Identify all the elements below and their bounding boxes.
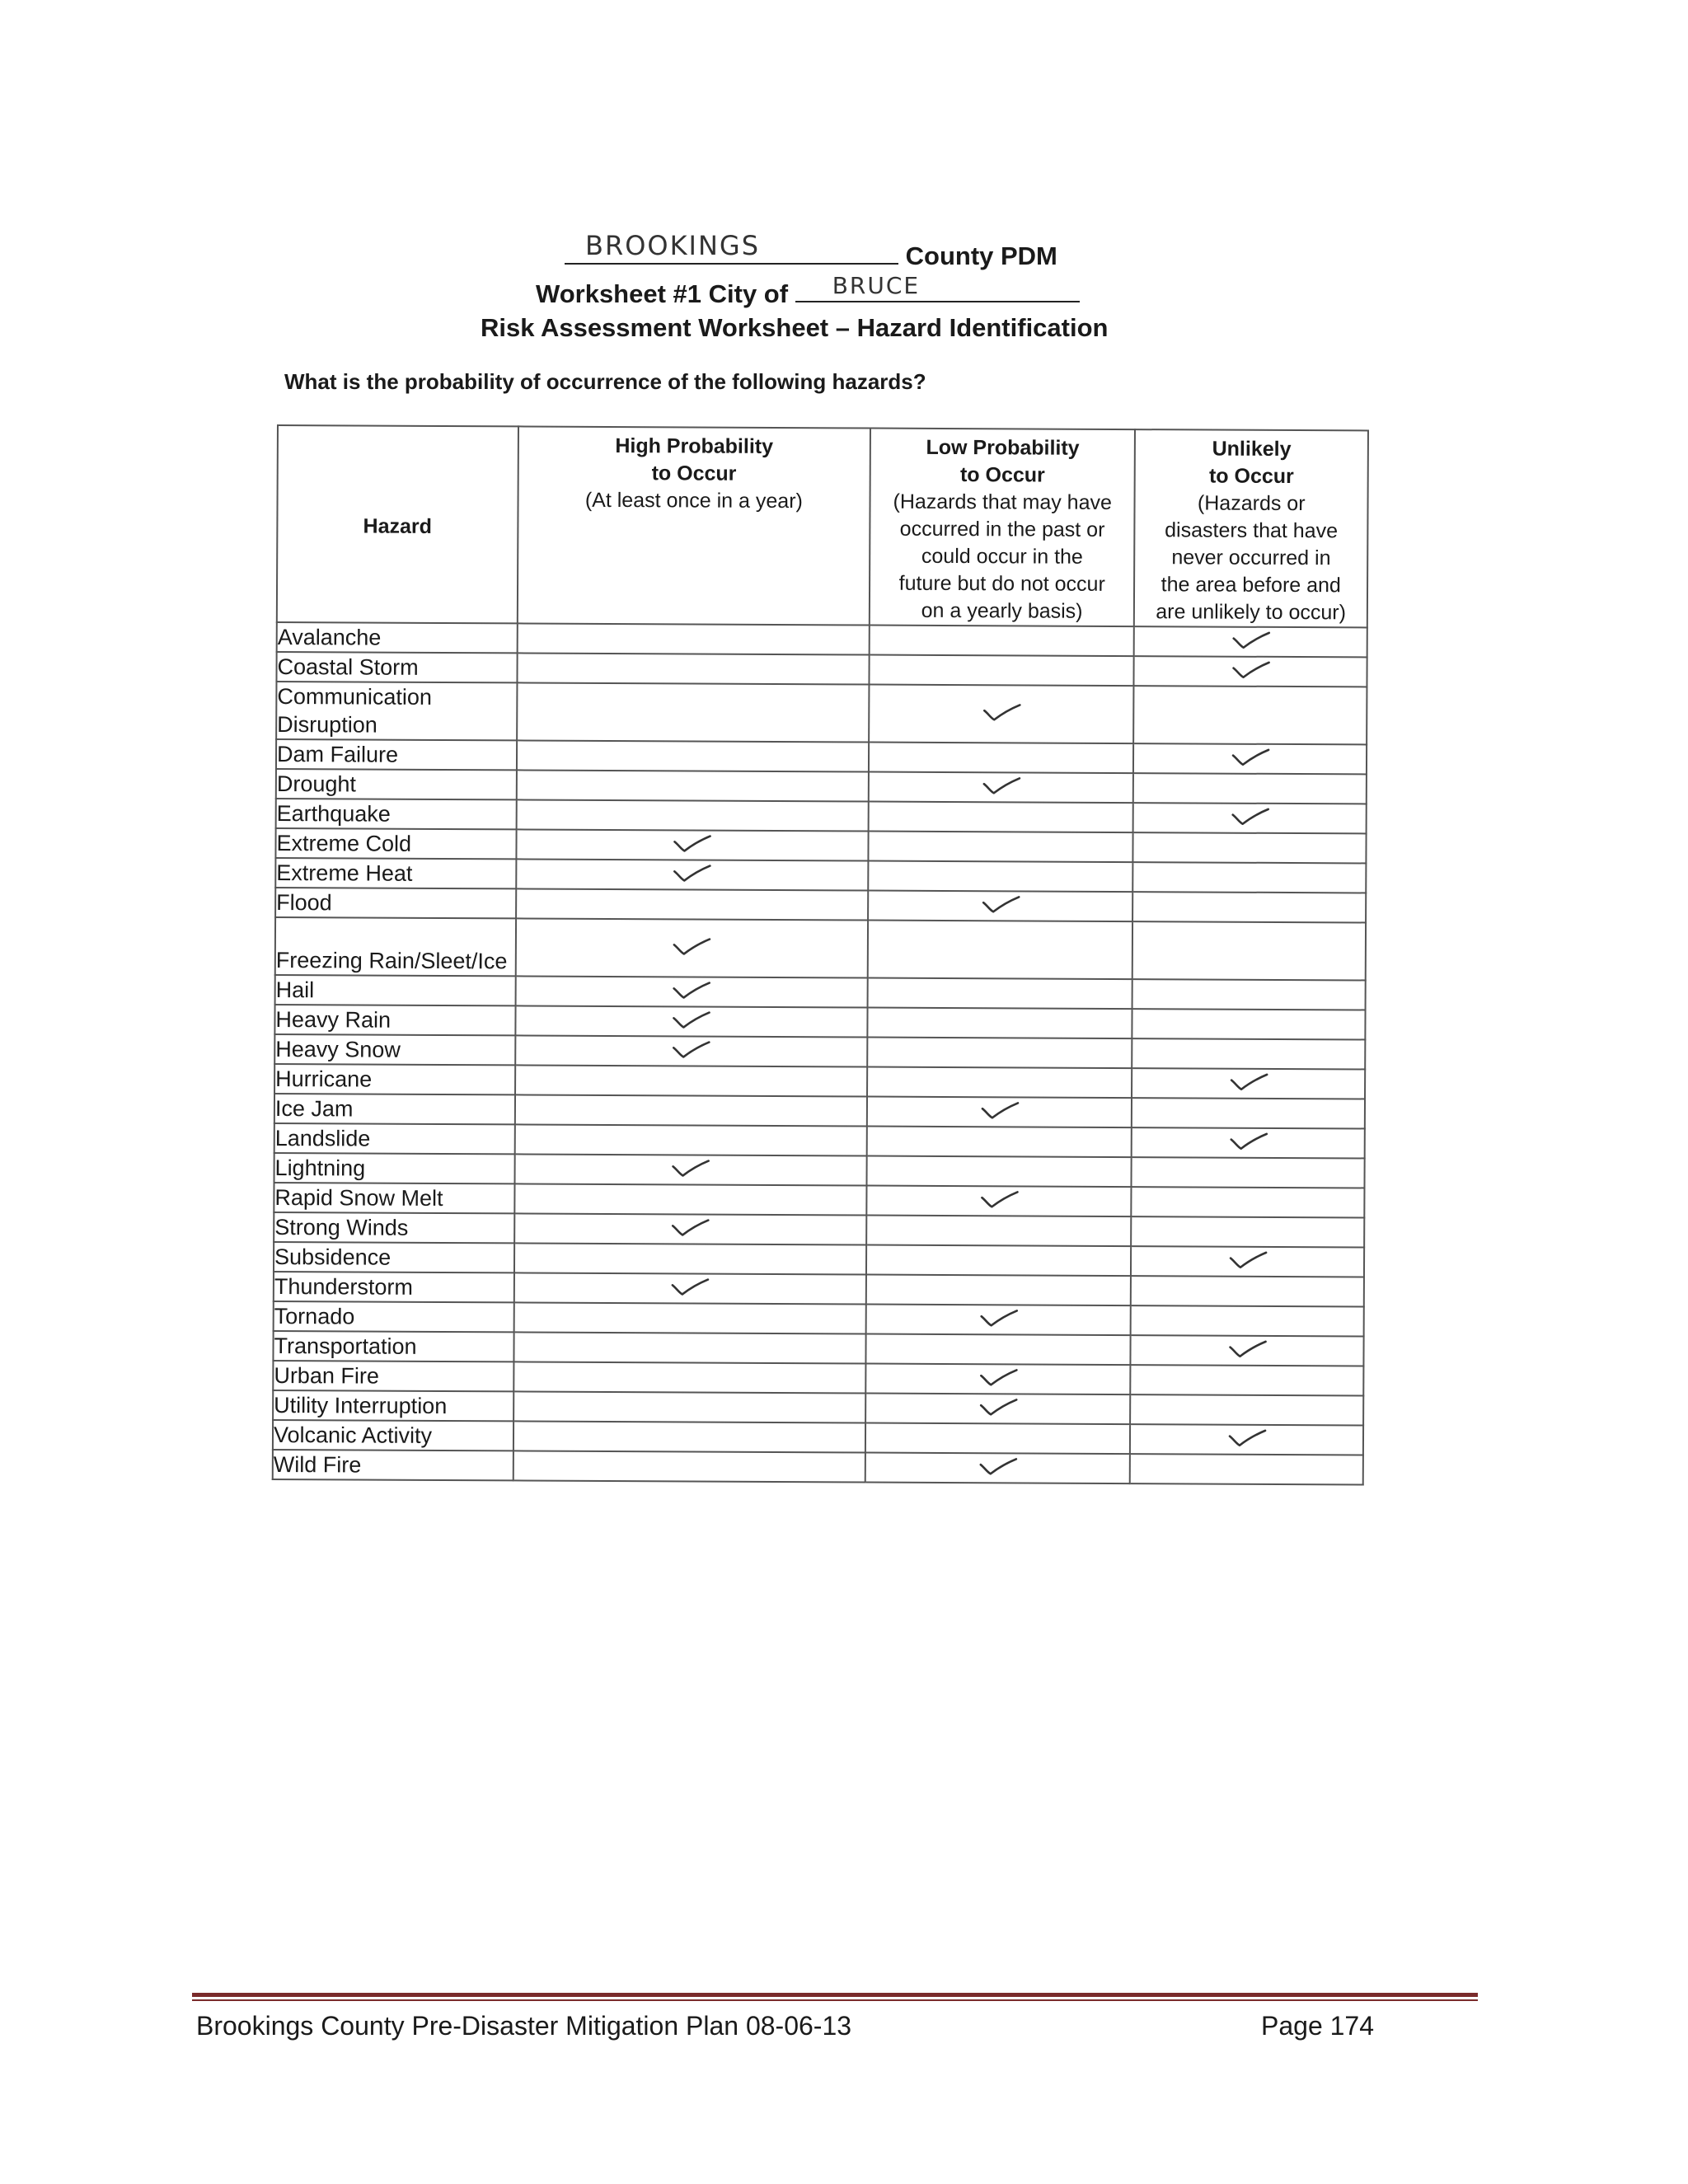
checkmark-icon bbox=[1231, 659, 1270, 677]
rating-cell-high bbox=[513, 1332, 865, 1363]
column-header-low-line: could occur in the bbox=[921, 544, 1083, 569]
rating-cell-high bbox=[517, 740, 869, 771]
rating-cell-low bbox=[867, 1008, 1132, 1039]
rating-cell-unlikely bbox=[1131, 1335, 1364, 1366]
rating-cell-high bbox=[517, 653, 869, 684]
column-header-low-line: on a yearly basis) bbox=[921, 598, 1083, 623]
rating-cell-high bbox=[516, 829, 868, 860]
column-header-low-line: occurred in the past or bbox=[899, 517, 1105, 541]
checkmark-icon bbox=[982, 776, 1021, 794]
worksheet-prefix: Worksheet #1 City of bbox=[536, 279, 789, 308]
rating-cell-high bbox=[515, 1065, 867, 1096]
hazard-name: Volcanic Activity bbox=[273, 1420, 513, 1451]
rating-cell-unlikely bbox=[1134, 686, 1367, 744]
rating-cell-unlikely bbox=[1134, 626, 1367, 657]
rating-cell-unlikely bbox=[1132, 921, 1366, 980]
column-header-unlikely-line: to Occur bbox=[1208, 464, 1294, 489]
column-header-low-line: (Hazards that may have bbox=[893, 490, 1113, 514]
rating-cell-low bbox=[867, 1038, 1132, 1069]
rating-cell-unlikely bbox=[1132, 1098, 1365, 1128]
hazard-rows bbox=[273, 622, 1367, 1484]
rating-cell-low bbox=[869, 685, 1134, 744]
checkmark-icon bbox=[982, 702, 1021, 720]
rating-cell-high bbox=[516, 859, 868, 890]
rating-cell-unlikely bbox=[1133, 803, 1367, 833]
column-header-hazard: Hazard bbox=[277, 425, 518, 623]
table-row bbox=[273, 1450, 1363, 1484]
rating-cell-unlikely bbox=[1132, 1127, 1365, 1158]
rating-cell-high bbox=[513, 1361, 865, 1393]
rating-cell-low bbox=[865, 1334, 1131, 1366]
column-header-unlikely-title: Unlikely bbox=[1212, 437, 1292, 462]
rating-cell-low bbox=[865, 1453, 1131, 1484]
rating-cell-low bbox=[866, 1275, 1132, 1306]
rating-cell-low bbox=[866, 1186, 1132, 1217]
checkmark-icon bbox=[673, 833, 712, 851]
checkmark-icon bbox=[978, 1397, 1018, 1415]
hazard-name: Drought bbox=[276, 769, 517, 799]
worksheet-subtitle: Risk Assessment Worksheet – Hazard Identification bbox=[481, 313, 1109, 342]
checkmark-icon bbox=[1227, 1427, 1267, 1446]
checkmark-icon bbox=[980, 1100, 1020, 1118]
rating-cell-high bbox=[515, 1005, 867, 1037]
checkmark-icon bbox=[978, 1456, 1017, 1474]
checkmark-icon bbox=[672, 936, 711, 954]
rating-cell-unlikely bbox=[1133, 892, 1367, 922]
rating-cell-unlikely bbox=[1131, 1365, 1364, 1395]
hazard-name: Rapid Snow Melt bbox=[274, 1183, 514, 1213]
checkmark-icon bbox=[1231, 630, 1270, 648]
checkmark-icon bbox=[1229, 1071, 1268, 1090]
rating-cell-unlikely bbox=[1133, 743, 1367, 774]
rating-cell-unlikely bbox=[1132, 1068, 1365, 1099]
column-header-low-line: to Occur bbox=[959, 463, 1045, 487]
rating-cell-low bbox=[867, 1097, 1132, 1128]
footer-page-number: Page 174 bbox=[1261, 2011, 1375, 2041]
checkmark-icon bbox=[981, 894, 1020, 912]
table-row bbox=[276, 682, 1367, 744]
rating-cell-low bbox=[867, 1127, 1132, 1158]
rating-cell-high bbox=[515, 1035, 867, 1066]
column-header-high-line: to Occur bbox=[651, 462, 737, 485]
column-header-low-line: future but do not occur bbox=[898, 571, 1105, 596]
checkmark-icon bbox=[1228, 1131, 1268, 1149]
rating-cell-low bbox=[868, 861, 1133, 893]
hazard-name: Extreme Cold bbox=[275, 828, 516, 859]
rating-cell-low bbox=[869, 772, 1134, 804]
rating-cell-unlikely bbox=[1133, 862, 1367, 893]
hazard-name: Heavy Rain bbox=[274, 1005, 515, 1035]
rating-cell-unlikely bbox=[1132, 1157, 1365, 1188]
table-row bbox=[275, 917, 1366, 980]
hazard-name: Strong Winds bbox=[274, 1212, 514, 1243]
rating-cell-unlikely bbox=[1133, 832, 1367, 863]
rating-cell-high bbox=[515, 918, 868, 977]
rating-cell-low bbox=[870, 626, 1135, 657]
hazard-name: Flood bbox=[275, 888, 516, 918]
checkmark-icon bbox=[978, 1367, 1018, 1385]
checkmark-icon bbox=[1228, 1249, 1268, 1268]
checkmark-icon bbox=[1230, 806, 1269, 824]
rating-cell-low bbox=[868, 832, 1133, 863]
rating-cell-low bbox=[868, 891, 1133, 922]
column-header-unlikely-line: are unlikely to occur) bbox=[1156, 600, 1347, 625]
rating-cell-high bbox=[516, 888, 868, 920]
footer-plan-title: Brookings County Pre-Disaster Mitigation Plan 08-06-13 bbox=[196, 2011, 852, 2041]
rating-cell-high bbox=[513, 1302, 865, 1333]
footer-rule-thin bbox=[192, 1999, 1478, 2001]
rating-cell-low bbox=[866, 1305, 1132, 1336]
rating-cell-low bbox=[868, 921, 1133, 980]
hazard-name: Dam Failure bbox=[276, 739, 517, 770]
hazard-name: Communication Disruption bbox=[276, 682, 517, 740]
checkmark-icon bbox=[670, 1277, 710, 1295]
rating-cell-low bbox=[867, 1067, 1132, 1099]
county-suffix: County PDM bbox=[905, 241, 1057, 270]
rating-cell-unlikely bbox=[1133, 773, 1367, 804]
checkmark-icon bbox=[671, 1217, 710, 1235]
checkmark-icon bbox=[979, 1189, 1019, 1207]
rating-cell-high bbox=[516, 770, 868, 801]
hazard-name: Hail bbox=[275, 975, 516, 1005]
checkmark-icon bbox=[978, 1308, 1018, 1326]
rating-cell-unlikely bbox=[1130, 1454, 1363, 1484]
hazard-name: Extreme Heat bbox=[275, 858, 516, 888]
city-blank bbox=[795, 272, 1080, 302]
checkmark-icon bbox=[1231, 747, 1270, 765]
rating-cell-high bbox=[517, 623, 869, 654]
table-header-row bbox=[277, 425, 1368, 627]
rating-cell-high bbox=[513, 1421, 865, 1452]
county-handwritten: BROOKINGS bbox=[585, 230, 761, 261]
column-header-high bbox=[518, 426, 870, 625]
rating-cell-unlikely bbox=[1131, 1246, 1364, 1277]
column-header-high-title: High Probability bbox=[615, 434, 774, 458]
question-text: What is the probability of occurrence of the following hazards? bbox=[284, 369, 926, 394]
column-header-unlikely-line: (Hazards or bbox=[1197, 491, 1306, 516]
rating-cell-high bbox=[516, 799, 868, 831]
rating-cell-unlikely bbox=[1132, 1187, 1365, 1217]
rating-cell-high bbox=[514, 1154, 866, 1185]
rating-cell-unlikely bbox=[1131, 1394, 1364, 1425]
hazard-name: Avalanche bbox=[277, 622, 518, 653]
hazard-name: Subsidence bbox=[274, 1242, 514, 1272]
rating-cell-low bbox=[869, 655, 1134, 687]
rating-cell-unlikely bbox=[1132, 1009, 1366, 1039]
column-header-low-title: Low Probability bbox=[926, 435, 1080, 460]
hazard-name: Ice Jam bbox=[274, 1094, 515, 1124]
column-header-unlikely-line: disasters that have bbox=[1165, 518, 1339, 543]
rating-cell-high bbox=[513, 1451, 865, 1482]
rating-cell-low bbox=[869, 743, 1134, 774]
rating-cell-high bbox=[513, 1391, 865, 1422]
rating-cell-high bbox=[514, 1124, 866, 1155]
rating-cell-high bbox=[514, 1213, 866, 1244]
column-header-low bbox=[870, 429, 1136, 627]
rating-cell-high bbox=[514, 1243, 866, 1274]
rating-cell-high bbox=[514, 1272, 866, 1304]
hazard-name: Heavy Snow bbox=[274, 1034, 515, 1065]
rating-cell-low bbox=[865, 1364, 1131, 1395]
rating-cell-low bbox=[865, 1394, 1131, 1425]
hazard-name: Hurricane bbox=[274, 1064, 515, 1094]
column-header-unlikely-line: never occurred in bbox=[1171, 546, 1331, 570]
rating-cell-unlikely bbox=[1131, 1305, 1364, 1336]
column-header-unlikely bbox=[1134, 429, 1368, 627]
rating-cell-unlikely bbox=[1131, 1276, 1364, 1306]
worksheet-line bbox=[536, 272, 1080, 309]
city-handwritten: BRUCE bbox=[832, 272, 921, 299]
hazard-name: Lightning bbox=[274, 1153, 515, 1183]
column-header-high-line: (At least once in a year) bbox=[584, 488, 803, 513]
checkmark-icon bbox=[672, 1039, 711, 1057]
hazard-name: Coastal Storm bbox=[276, 652, 517, 682]
rating-cell-high bbox=[515, 976, 867, 1007]
rating-cell-high bbox=[514, 1183, 866, 1215]
hazard-name: Thunderstorm bbox=[274, 1272, 514, 1302]
rating-cell-unlikely bbox=[1132, 979, 1366, 1010]
hazard-name: Urban Fire bbox=[273, 1361, 513, 1391]
checkmark-icon bbox=[672, 1010, 711, 1028]
hazard-name: Freezing Rain/Sleet/Ice bbox=[275, 917, 516, 976]
hazard-name: Landslide bbox=[274, 1123, 515, 1154]
county-blank bbox=[565, 230, 898, 265]
rating-cell-low bbox=[867, 978, 1132, 1010]
rating-cell-unlikely bbox=[1132, 1038, 1366, 1069]
rating-cell-low bbox=[866, 1245, 1132, 1277]
rating-cell-unlikely bbox=[1132, 1216, 1365, 1247]
column-header-unlikely-line: the area before and bbox=[1160, 573, 1341, 598]
hazard-name: Wild Fire bbox=[273, 1450, 513, 1480]
county-line bbox=[565, 230, 1057, 271]
hazard-name: Tornado bbox=[274, 1301, 514, 1332]
hazard-name: Utility Interruption bbox=[273, 1390, 513, 1421]
rating-cell-low bbox=[866, 1156, 1132, 1188]
rating-cell-high bbox=[517, 682, 870, 742]
rating-cell-low bbox=[869, 802, 1134, 833]
checkmark-icon bbox=[1227, 1338, 1267, 1357]
rating-cell-low bbox=[865, 1423, 1131, 1455]
footer-rule bbox=[192, 1993, 1478, 1997]
rating-cell-unlikely bbox=[1130, 1424, 1363, 1455]
hazard-name: Earthquake bbox=[276, 799, 517, 829]
hazard-name: Transportation bbox=[273, 1331, 513, 1361]
rating-cell-high bbox=[515, 1094, 867, 1126]
checkmark-icon bbox=[671, 1158, 710, 1176]
checkmark-icon bbox=[673, 863, 712, 881]
rating-cell-unlikely bbox=[1134, 656, 1367, 687]
rating-cell-low bbox=[866, 1216, 1132, 1247]
checkmark-icon bbox=[672, 980, 711, 998]
hazard-table bbox=[272, 424, 1369, 1485]
